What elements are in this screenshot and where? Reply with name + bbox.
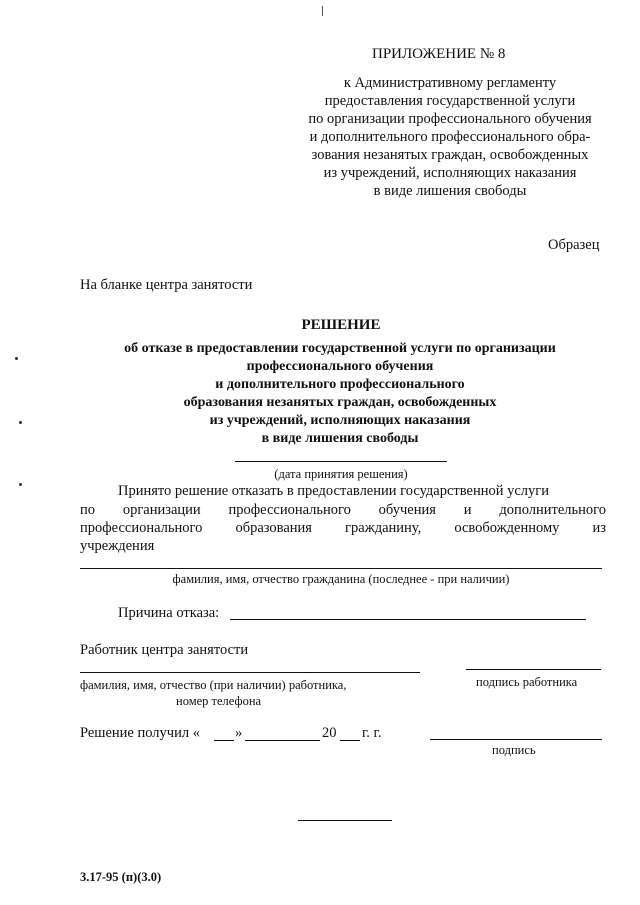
sample-label: Образец (548, 237, 600, 253)
received-signature-line[interactable] (430, 739, 602, 740)
appendix-line-4: и дополнительного профессионального обра- (309, 129, 591, 145)
body-line-3: профессионального образования гражданину, освобожденному из (80, 520, 606, 536)
body-line-4: учреждения (80, 538, 155, 554)
citizen-name-line[interactable] (80, 568, 602, 569)
form-code: 3.17-95 (п)(3.0) (80, 870, 162, 884)
date-caption: (дата принятия решения) (274, 467, 408, 481)
letterhead-note: На бланке центра занятости (80, 277, 253, 293)
decision-subtitle-3: и дополнительного профессионального (215, 377, 465, 392)
refusal-reason-label: Причина отказа: (118, 605, 220, 621)
employee-signature-caption: подпись работника (476, 675, 578, 689)
received-day-line[interactable] (214, 740, 234, 741)
received-year-prefix: 20 (322, 725, 337, 741)
appendix-line-1: к Административному регламенту (343, 75, 557, 91)
received-quote-close: » (235, 725, 243, 741)
employee-caption-1: фамилия, имя, отчество (при наличии) работника, (80, 678, 347, 692)
appendix-line-2: предоставления государственной услуги (324, 93, 576, 109)
scan-mark-top (322, 6, 323, 16)
signature-caption: подпись (492, 743, 536, 757)
scan-mark-left-2 (19, 421, 22, 424)
received-label: Решение получил « (80, 725, 200, 741)
employee-label: Работник центра занятости (80, 642, 249, 658)
appendix-line-5: зования незанятых граждан, освобожденных (311, 147, 589, 163)
decision-title: РЕШЕНИЕ (301, 317, 381, 333)
decision-subtitle-5: из учреждений, исполняющих наказания (209, 413, 471, 428)
employee-caption-2: номер телефона (176, 694, 262, 708)
appendix-title: ПРИЛОЖЕНИЕ № 8 (372, 46, 506, 62)
bottom-line (298, 820, 392, 821)
appendix-line-6: из учреждений, исполняющих наказания (323, 165, 577, 181)
date-line[interactable] (235, 461, 447, 462)
decision-subtitle-2: профессионального обучения (246, 359, 434, 374)
scan-mark-left-3 (19, 483, 22, 486)
body-line-1: Принято решение отказать в предоставлении государственной услуги (118, 483, 549, 499)
received-year-suffix: г. г. (362, 725, 382, 741)
refusal-reason-line[interactable] (230, 619, 586, 620)
received-year-line[interactable] (340, 740, 360, 741)
decision-subtitle-4: образования незанятых граждан, освобожденных (183, 395, 497, 410)
employee-name-line[interactable] (80, 672, 420, 673)
decision-subtitle-1: об отказе в предоставлении государственной услуги по организации (124, 341, 556, 356)
decision-subtitle-6: в виде лишения свободы (261, 431, 419, 446)
appendix-line-7: в виде лишения свободы (373, 183, 527, 199)
appendix-line-3: по организации профессионального обучения (308, 111, 592, 127)
employee-signature-line[interactable] (466, 669, 601, 670)
body-line-2: по организации профессионального обучения и дополнительного (80, 502, 606, 518)
scan-mark-left-1 (15, 357, 18, 360)
citizen-caption: фамилия, имя, отчество гражданина (последнее - при наличии) (172, 572, 510, 586)
received-month-line[interactable] (245, 740, 320, 741)
